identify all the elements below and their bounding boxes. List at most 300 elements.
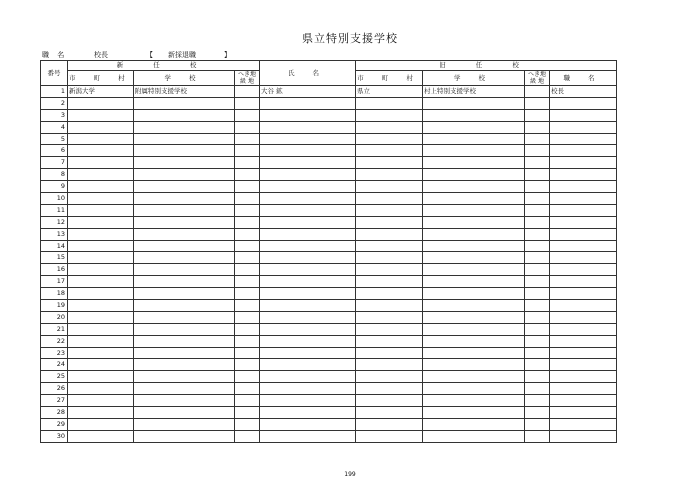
cell-no: 27 <box>41 395 68 407</box>
cell-old-school <box>423 252 525 264</box>
cell-new-school <box>134 276 235 288</box>
cell-new-school <box>134 383 235 395</box>
cell-name <box>260 133 356 145</box>
cell-position <box>550 252 617 264</box>
cell-old-hek <box>525 430 550 442</box>
cell-old-city <box>356 276 423 288</box>
cell-new-hek <box>235 193 260 205</box>
cell-new-city <box>68 371 134 383</box>
cell-position <box>550 216 617 228</box>
cell-position <box>550 181 617 193</box>
cell-new-city <box>68 311 134 323</box>
category-value: 新採退職 <box>168 51 196 59</box>
cell-old-hek <box>525 181 550 193</box>
cell-no: 2 <box>41 97 68 109</box>
cell-new-school <box>134 359 235 371</box>
cell-no: 17 <box>41 276 68 288</box>
cell-old-hek <box>525 311 550 323</box>
cell-new-hek <box>235 359 260 371</box>
cell-old-hek <box>525 216 550 228</box>
cell-new-city <box>68 276 134 288</box>
cell-position <box>550 109 617 121</box>
cell-name <box>260 359 356 371</box>
position-value: 校長 <box>94 51 108 59</box>
cell-new-hek <box>235 371 260 383</box>
cell-name <box>260 240 356 252</box>
table-row <box>41 133 617 145</box>
cell-old-city <box>356 311 423 323</box>
cell-position <box>550 169 617 181</box>
cell-name <box>260 347 356 359</box>
cell-no: 5 <box>41 133 68 145</box>
cell-no: 8 <box>41 169 68 181</box>
cell-old-city <box>356 109 423 121</box>
cell-position <box>550 157 617 169</box>
cell-position <box>550 121 617 133</box>
cell-old-hek <box>525 300 550 312</box>
cell-new-city <box>68 121 134 133</box>
cell-no: 14 <box>41 240 68 252</box>
cell-no: 28 <box>41 407 68 419</box>
cell-position <box>550 311 617 323</box>
cell-old-hek <box>525 204 550 216</box>
cell-old-city <box>356 347 423 359</box>
cell-name <box>260 121 356 133</box>
cell-name <box>260 407 356 419</box>
cell-name <box>260 181 356 193</box>
cell-old-school <box>423 240 525 252</box>
cell-new-school <box>134 228 235 240</box>
cell-old-hek <box>525 228 550 240</box>
cell-new-school <box>134 264 235 276</box>
cell-position <box>550 240 617 252</box>
cell-new-hek <box>235 276 260 288</box>
personnel-table <box>40 60 617 443</box>
table-row <box>41 145 617 157</box>
cell-name <box>260 228 356 240</box>
cell-new-city <box>68 407 134 419</box>
cell-new-school <box>134 121 235 133</box>
cell-new-school <box>134 311 235 323</box>
cell-old-city <box>356 288 423 300</box>
cell-new-city <box>68 395 134 407</box>
cell-new-city <box>68 383 134 395</box>
cell-old-city <box>356 121 423 133</box>
cell-new-school <box>134 145 235 157</box>
cell-no: 7 <box>41 157 68 169</box>
cell-new-hek <box>235 97 260 109</box>
cell-name <box>260 145 356 157</box>
cell-name: 大谷 鉱 <box>260 86 356 98</box>
cell-new-city <box>68 359 134 371</box>
table-row <box>41 418 617 430</box>
cell-old-school <box>423 169 525 181</box>
cell-old-hek <box>525 252 550 264</box>
cell-old-hek <box>525 169 550 181</box>
cell-new-hek <box>235 311 260 323</box>
cell-position <box>550 395 617 407</box>
table-row <box>41 216 617 228</box>
cell-no: 12 <box>41 216 68 228</box>
header-old-school-name: 学 校 <box>423 71 525 86</box>
cell-new-hek <box>235 216 260 228</box>
page-number: 199 <box>344 471 356 478</box>
header-number: 番号 <box>41 61 68 86</box>
cell-old-school <box>423 323 525 335</box>
cell-name <box>260 323 356 335</box>
cell-new-hek <box>235 145 260 157</box>
cell-new-school <box>134 335 235 347</box>
cell-new-school <box>134 371 235 383</box>
cell-new-hek <box>235 228 260 240</box>
table-row <box>41 228 617 240</box>
cell-name <box>260 418 356 430</box>
page-title: 県立特別支援学校 <box>302 32 398 45</box>
bracket-close: 】 <box>224 51 231 59</box>
cell-new-school: 附属特別支援学校 <box>134 86 235 98</box>
cell-no: 22 <box>41 335 68 347</box>
cell-new-school <box>134 181 235 193</box>
cell-new-school <box>134 169 235 181</box>
cell-old-school <box>423 264 525 276</box>
cell-old-school <box>423 383 525 395</box>
cell-old-city <box>356 181 423 193</box>
cell-old-school <box>423 193 525 205</box>
cell-new-city: 新潟大学 <box>68 86 134 98</box>
cell-name <box>260 97 356 109</box>
cell-name <box>260 371 356 383</box>
cell-old-school: 村上特別支援学校 <box>423 86 525 98</box>
cell-name <box>260 169 356 181</box>
cell-no: 9 <box>41 181 68 193</box>
cell-new-school <box>134 133 235 145</box>
cell-new-city <box>68 169 134 181</box>
cell-position <box>550 145 617 157</box>
position-label: 職 名 <box>42 51 68 59</box>
table-row <box>41 169 617 181</box>
cell-old-school <box>423 121 525 133</box>
cell-no: 4 <box>41 121 68 133</box>
cell-old-school <box>423 181 525 193</box>
cell-old-hek <box>525 240 550 252</box>
cell-new-school <box>134 97 235 109</box>
cell-old-hek <box>525 347 550 359</box>
cell-old-city <box>356 169 423 181</box>
cell-new-school <box>134 300 235 312</box>
cell-old-city <box>356 418 423 430</box>
cell-new-city <box>68 133 134 145</box>
cell-old-school <box>423 311 525 323</box>
cell-old-city <box>356 395 423 407</box>
cell-new-hek <box>235 300 260 312</box>
cell-old-city <box>356 371 423 383</box>
cell-new-city <box>68 228 134 240</box>
cell-position <box>550 335 617 347</box>
table-row <box>41 359 617 371</box>
table-row <box>41 109 617 121</box>
table-row <box>41 252 617 264</box>
cell-position <box>550 407 617 419</box>
cell-new-hek <box>235 157 260 169</box>
cell-no: 30 <box>41 430 68 442</box>
cell-new-hek <box>235 335 260 347</box>
cell-new-hek <box>235 252 260 264</box>
table-row <box>41 335 617 347</box>
cell-no: 10 <box>41 193 68 205</box>
cell-name <box>260 300 356 312</box>
cell-name <box>260 311 356 323</box>
cell-old-school <box>423 359 525 371</box>
cell-new-hek <box>235 347 260 359</box>
cell-new-hek <box>235 418 260 430</box>
header-new-school-name: 学 校 <box>134 71 235 86</box>
table-row <box>41 300 617 312</box>
cell-new-city <box>68 347 134 359</box>
cell-new-hek <box>235 288 260 300</box>
cell-new-city <box>68 240 134 252</box>
cell-old-city <box>356 145 423 157</box>
table-row <box>41 347 617 359</box>
cell-old-hek <box>525 145 550 157</box>
cell-new-city <box>68 252 134 264</box>
cell-new-school <box>134 193 235 205</box>
cell-new-city <box>68 264 134 276</box>
cell-old-school <box>423 109 525 121</box>
header-old-city: 市 町 村 <box>356 71 423 86</box>
cell-no: 21 <box>41 323 68 335</box>
cell-old-school <box>423 430 525 442</box>
cell-old-city <box>356 264 423 276</box>
cell-position <box>550 418 617 430</box>
cell-old-school <box>423 418 525 430</box>
cell-old-hek <box>525 193 550 205</box>
cell-old-city <box>356 323 423 335</box>
header-old-hekichi: へき地 級 地 <box>525 71 550 86</box>
cell-position <box>550 228 617 240</box>
cell-no: 15 <box>41 252 68 264</box>
cell-new-city <box>68 418 134 430</box>
position-meta <box>42 50 231 60</box>
cell-new-city <box>68 216 134 228</box>
header-position: 職 名 <box>550 71 617 86</box>
cell-old-city <box>356 216 423 228</box>
cell-no: 19 <box>41 300 68 312</box>
cell-old-hek <box>525 359 550 371</box>
table-row <box>41 86 617 98</box>
cell-old-city <box>356 133 423 145</box>
cell-no: 26 <box>41 383 68 395</box>
cell-new-city <box>68 145 134 157</box>
cell-new-school <box>134 418 235 430</box>
cell-old-school <box>423 300 525 312</box>
cell-old-school <box>423 347 525 359</box>
cell-no: 13 <box>41 228 68 240</box>
cell-name <box>260 216 356 228</box>
cell-name <box>260 383 356 395</box>
cell-position <box>550 276 617 288</box>
cell-name <box>260 109 356 121</box>
cell-position <box>550 288 617 300</box>
cell-old-city <box>356 252 423 264</box>
cell-new-city <box>68 193 134 205</box>
cell-new-school <box>134 204 235 216</box>
cell-new-hek <box>235 86 260 98</box>
cell-old-city <box>356 430 423 442</box>
cell-no: 20 <box>41 311 68 323</box>
cell-new-city <box>68 323 134 335</box>
cell-position <box>550 133 617 145</box>
cell-position <box>550 97 617 109</box>
table-row <box>41 383 617 395</box>
cell-new-school <box>134 109 235 121</box>
cell-no: 24 <box>41 359 68 371</box>
cell-new-hek <box>235 323 260 335</box>
cell-name <box>260 288 356 300</box>
cell-old-school <box>423 97 525 109</box>
table-row <box>41 181 617 193</box>
cell-new-city <box>68 204 134 216</box>
cell-position <box>550 204 617 216</box>
cell-position: 校長 <box>550 86 617 98</box>
cell-old-city <box>356 359 423 371</box>
table-row <box>41 193 617 205</box>
cell-old-hek <box>525 133 550 145</box>
table-row <box>41 430 617 442</box>
table-row <box>41 407 617 419</box>
cell-name <box>260 157 356 169</box>
cell-new-school <box>134 407 235 419</box>
cell-old-school <box>423 216 525 228</box>
cell-old-school <box>423 371 525 383</box>
cell-new-school <box>134 430 235 442</box>
bracket-open: 【 <box>146 51 153 59</box>
cell-new-school <box>134 288 235 300</box>
cell-old-school <box>423 395 525 407</box>
cell-new-school <box>134 395 235 407</box>
cell-old-city <box>356 228 423 240</box>
cell-old-hek <box>525 276 550 288</box>
cell-old-school <box>423 335 525 347</box>
cell-position <box>550 371 617 383</box>
cell-new-city <box>68 181 134 193</box>
cell-name <box>260 430 356 442</box>
cell-new-hek <box>235 240 260 252</box>
cell-name <box>260 204 356 216</box>
cell-new-school <box>134 347 235 359</box>
cell-old-city <box>356 300 423 312</box>
header-name: 氏 名 <box>260 61 356 86</box>
cell-old-school <box>423 288 525 300</box>
cell-name <box>260 264 356 276</box>
cell-new-school <box>134 323 235 335</box>
table-row <box>41 264 617 276</box>
table-row <box>41 395 617 407</box>
cell-new-city <box>68 430 134 442</box>
cell-old-school <box>423 204 525 216</box>
cell-new-school <box>134 157 235 169</box>
cell-position <box>550 193 617 205</box>
cell-position <box>550 323 617 335</box>
cell-old-city <box>356 157 423 169</box>
cell-new-hek <box>235 133 260 145</box>
table-row <box>41 204 617 216</box>
cell-old-hek <box>525 264 550 276</box>
cell-new-hek <box>235 395 260 407</box>
table-row <box>41 121 617 133</box>
cell-no: 1 <box>41 86 68 98</box>
cell-old-city <box>356 193 423 205</box>
table-row <box>41 240 617 252</box>
cell-no: 23 <box>41 347 68 359</box>
header-new-hekichi: へき地 級 地 <box>235 71 260 86</box>
cell-old-city <box>356 204 423 216</box>
table-row <box>41 311 617 323</box>
cell-old-hek <box>525 121 550 133</box>
cell-old-city: 県立 <box>356 86 423 98</box>
cell-old-school <box>423 157 525 169</box>
cell-new-hek <box>235 430 260 442</box>
cell-name <box>260 276 356 288</box>
cell-new-city <box>68 97 134 109</box>
header-old-school: 旧 任 校 <box>356 61 617 71</box>
cell-old-hek <box>525 395 550 407</box>
cell-old-school <box>423 228 525 240</box>
cell-no: 18 <box>41 288 68 300</box>
cell-old-school <box>423 407 525 419</box>
cell-position <box>550 430 617 442</box>
cell-old-hek <box>525 383 550 395</box>
cell-old-hek <box>525 288 550 300</box>
cell-no: 3 <box>41 109 68 121</box>
cell-new-city <box>68 335 134 347</box>
cell-new-hek <box>235 264 260 276</box>
cell-new-city <box>68 288 134 300</box>
cell-old-city <box>356 240 423 252</box>
cell-old-hek <box>525 97 550 109</box>
cell-old-hek <box>525 407 550 419</box>
cell-new-school <box>134 252 235 264</box>
cell-new-hek <box>235 383 260 395</box>
cell-old-school <box>423 145 525 157</box>
cell-old-hek <box>525 371 550 383</box>
cell-new-city <box>68 300 134 312</box>
cell-old-hek <box>525 157 550 169</box>
cell-position <box>550 383 617 395</box>
cell-old-city <box>356 407 423 419</box>
header-new-city: 市 町 村 <box>68 71 134 86</box>
cell-old-city <box>356 335 423 347</box>
cell-new-hek <box>235 109 260 121</box>
cell-no: 29 <box>41 418 68 430</box>
cell-old-school <box>423 133 525 145</box>
table-row <box>41 371 617 383</box>
cell-new-city <box>68 157 134 169</box>
table-row <box>41 276 617 288</box>
cell-old-city <box>356 383 423 395</box>
cell-new-hek <box>235 204 260 216</box>
cell-name <box>260 193 356 205</box>
cell-no: 25 <box>41 371 68 383</box>
cell-old-hek <box>525 323 550 335</box>
cell-name <box>260 252 356 264</box>
cell-name <box>260 335 356 347</box>
cell-new-city <box>68 109 134 121</box>
cell-name <box>260 395 356 407</box>
cell-position <box>550 264 617 276</box>
cell-old-hek <box>525 86 550 98</box>
table-row <box>41 323 617 335</box>
table-row <box>41 288 617 300</box>
